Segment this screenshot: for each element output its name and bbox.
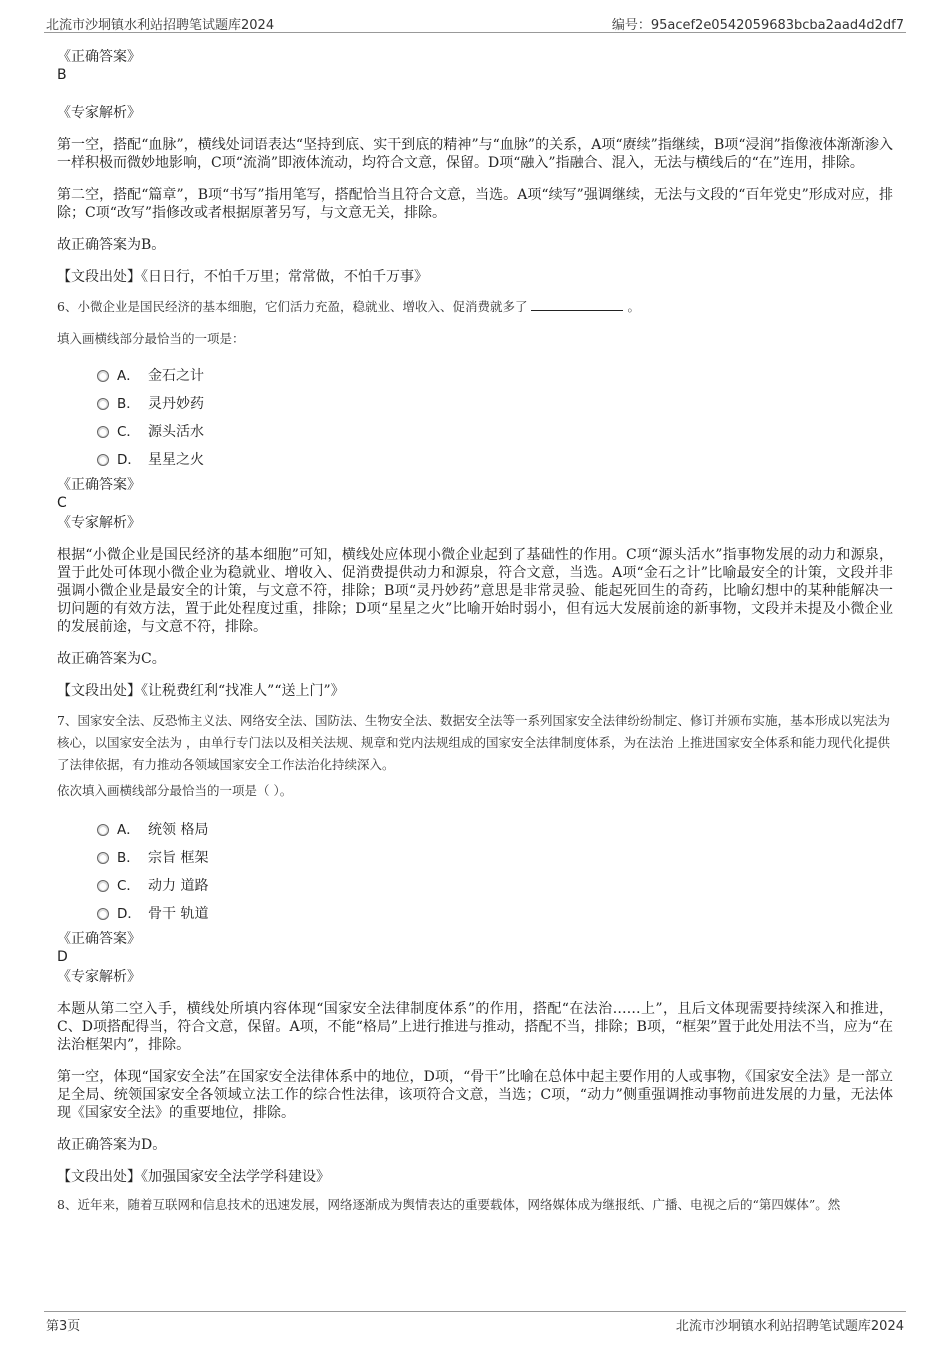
q6-option-a[interactable] — [97, 362, 893, 390]
option-key: A． — [117, 822, 140, 838]
header-doc-id: 编号：95acef2e0542059683bcba2aad4d2df7 — [611, 18, 904, 33]
q7-analysis-p2: 第一空，体现“国家安全法”在国家安全法律体系中的地位，D项，“骨干”比喻在总体中起主要作用的人或事物，《国家安全法》是一部立足全局、统领国家安全各领域立法工作的综合性法律，该项符合文意，当选；C项，“动力”侧重强调推动事物前进发展的力量，无法体现《国家安全法》的重要地位，排除。 — [57, 1069, 893, 1121]
q6-blank — [531, 298, 623, 311]
option-text: 金石之计 — [148, 368, 204, 384]
option-text: 源头活水 — [148, 424, 204, 440]
q7-option-d[interactable] — [97, 900, 893, 928]
q6-stem-end: 。 — [627, 299, 640, 314]
analysis-label: 《专家解析》 — [57, 515, 141, 531]
header-title: 北流市沙垌镇水利站招聘笔试题库2024 — [46, 18, 275, 33]
option-key: A． — [117, 368, 140, 384]
q6-option-d[interactable] — [97, 446, 893, 474]
q7-option-c[interactable] — [97, 872, 893, 900]
q5-analysis-p2: 第二空，搭配“篇章”，B项“书写”指用笔写，搭配恰当且符合文意，当选。A项“续写”强调继续，无法与文段的“百年党史”形成对应，排除；C项“改写”指修改或者根据原著另写，与文意无关，排除。 — [57, 187, 893, 221]
q7-option-a[interactable] — [97, 816, 893, 844]
radio-icon[interactable] — [97, 426, 109, 438]
option-key: C． — [117, 424, 140, 440]
option-key: B． — [117, 396, 140, 412]
q7-option-b[interactable] — [97, 844, 893, 872]
option-text: 动力 道路 — [148, 878, 209, 894]
q6-analysis: 根据“小微企业是国民经济的基本细胞”可知，横线处应体现小微企业起到了基础性的作用。C项“源头活水”指事物发展的动力和源泉，置于此处可体现小微企业为稳就业、增收入、促消费提供动力和源泉，符合文意，当选。A项“金石之计”比喻最安全的计策，文段并非强调小微企业是最安全的计策，与文意不符，排除；B项“灵丹妙药”意思是非常灵验、能起死回生的奇药，比喻幻想中的某种能解决一切问题的有效方法，置于此处程度过重，排除；D项“星星之火”比喻开始时弱小，但有远大发展前途的新事物，文段并未提及小微企业的发展前途，与文意不符，排除。 — [57, 547, 893, 635]
radio-icon[interactable] — [97, 370, 109, 382]
option-key: D． — [117, 906, 141, 922]
option-text: 宗旨 框架 — [148, 850, 209, 866]
radio-icon[interactable] — [97, 454, 109, 466]
option-text: 星星之火 — [148, 452, 204, 468]
q5-analysis-p1: 第一空，搭配“血脉”，横线处词语表达“坚持到底、实干到底的精神”与“血脉”的关系，A项“赓续”指继续，B项“浸润”指像液体渐渐渗入一样积极而微妙地影响，C项“流淌”即液体流动，均符合文意，保留。D项“融入”指融合、混入，无法与横线后的“在”连用，排除。 — [57, 137, 893, 171]
page-header — [44, 12, 906, 33]
q5-source: 【文段出处】《日日行，不怕千万里；常常做，不怕千万事》 — [57, 269, 428, 285]
option-key: B． — [117, 850, 140, 866]
page-number: 第3页 — [46, 1319, 81, 1334]
q6-source: 【文段出处】《让税费红利“找准人”“送上门”》 — [57, 683, 345, 699]
q5-conclusion: 故正确答案为B。 — [57, 237, 166, 253]
option-text: 统领 格局 — [148, 822, 209, 838]
q7-stem: 7、国家安全法、反恐怖主义法、网络安全法、国防法、生物安全法、数据安全法等一系列国家安全法律纷纷制定、修订并颁布实施，基本形成以宪法为核心，以国家安全法为 ，由单行专门法以及相关法规、规章和党内法规组成的国家安全法律制度体系，为在法治 上推进国家安全体系和能力现代化提供了法律依据，有力推动各领域国家安全工作法治化持续深入。 — [57, 713, 890, 772]
correct-answer-label: 《正确答案》 — [57, 477, 141, 493]
analysis-label: 《专家解析》 — [57, 969, 141, 985]
q6-prompt: 填入画横线部分最恰当的一项是： — [57, 331, 245, 346]
q8-stem: 8、近年来，随着互联网和信息技术的迅速发展，网络逐渐成为舆情表达的重要载体，网络媒体成为继报纸、广播、电视之后的“第四媒体”。然 — [57, 1197, 841, 1212]
option-key: C． — [117, 878, 140, 894]
q7-source: 【文段出处】《加强国家安全法学学科建设》 — [57, 1169, 330, 1185]
q6-stem-text: 6、小微企业是国民经济的基本细胞，它们活力充盈，稳就业、增收入、促消费就多了 — [57, 299, 528, 314]
page-footer — [44, 1311, 906, 1334]
q6-option-b[interactable] — [97, 390, 893, 418]
radio-icon[interactable] — [97, 824, 109, 836]
q7-answer: D — [57, 949, 68, 965]
q6-answer: C — [57, 495, 67, 511]
correct-answer-label: 《正确答案》 — [57, 49, 141, 65]
option-text: 骨干 轨道 — [148, 906, 209, 922]
radio-icon[interactable] — [97, 880, 109, 892]
q6-option-c[interactable] — [97, 418, 893, 446]
q7-conclusion: 故正确答案为D。 — [57, 1137, 167, 1153]
q7-prompt: 依次填入画横线部分最恰当的一项是（ ）。 — [57, 783, 293, 798]
radio-icon[interactable] — [97, 852, 109, 864]
option-text: 灵丹妙药 — [148, 396, 204, 412]
q5-answer: B — [57, 67, 67, 83]
radio-icon[interactable] — [97, 908, 109, 920]
q6-conclusion: 故正确答案为C。 — [57, 651, 166, 667]
q6-options — [57, 362, 893, 474]
q7-options — [57, 816, 893, 928]
analysis-label: 《专家解析》 — [57, 105, 141, 121]
correct-answer-label: 《正确答案》 — [57, 931, 141, 947]
q6-stem — [57, 296, 893, 318]
radio-icon[interactable] — [97, 398, 109, 410]
option-key: D． — [117, 452, 141, 468]
q7-analysis-p1: 本题从第二空入手，横线处所填内容体现“国家安全法律制度体系”的作用，搭配“在法治……上”，且后文体现需要持续深入和推进，C、D项搭配得当，符合文意，保留。A项，不能“格局”上进行推进与推动，搭配不当，排除；B项，“框架”置于此处用法不当，应为“在法治框架内”，排除。 — [57, 1001, 893, 1053]
footer-title: 北流市沙垌镇水利站招聘笔试题库2024 — [675, 1319, 904, 1334]
document-body — [57, 44, 893, 1216]
